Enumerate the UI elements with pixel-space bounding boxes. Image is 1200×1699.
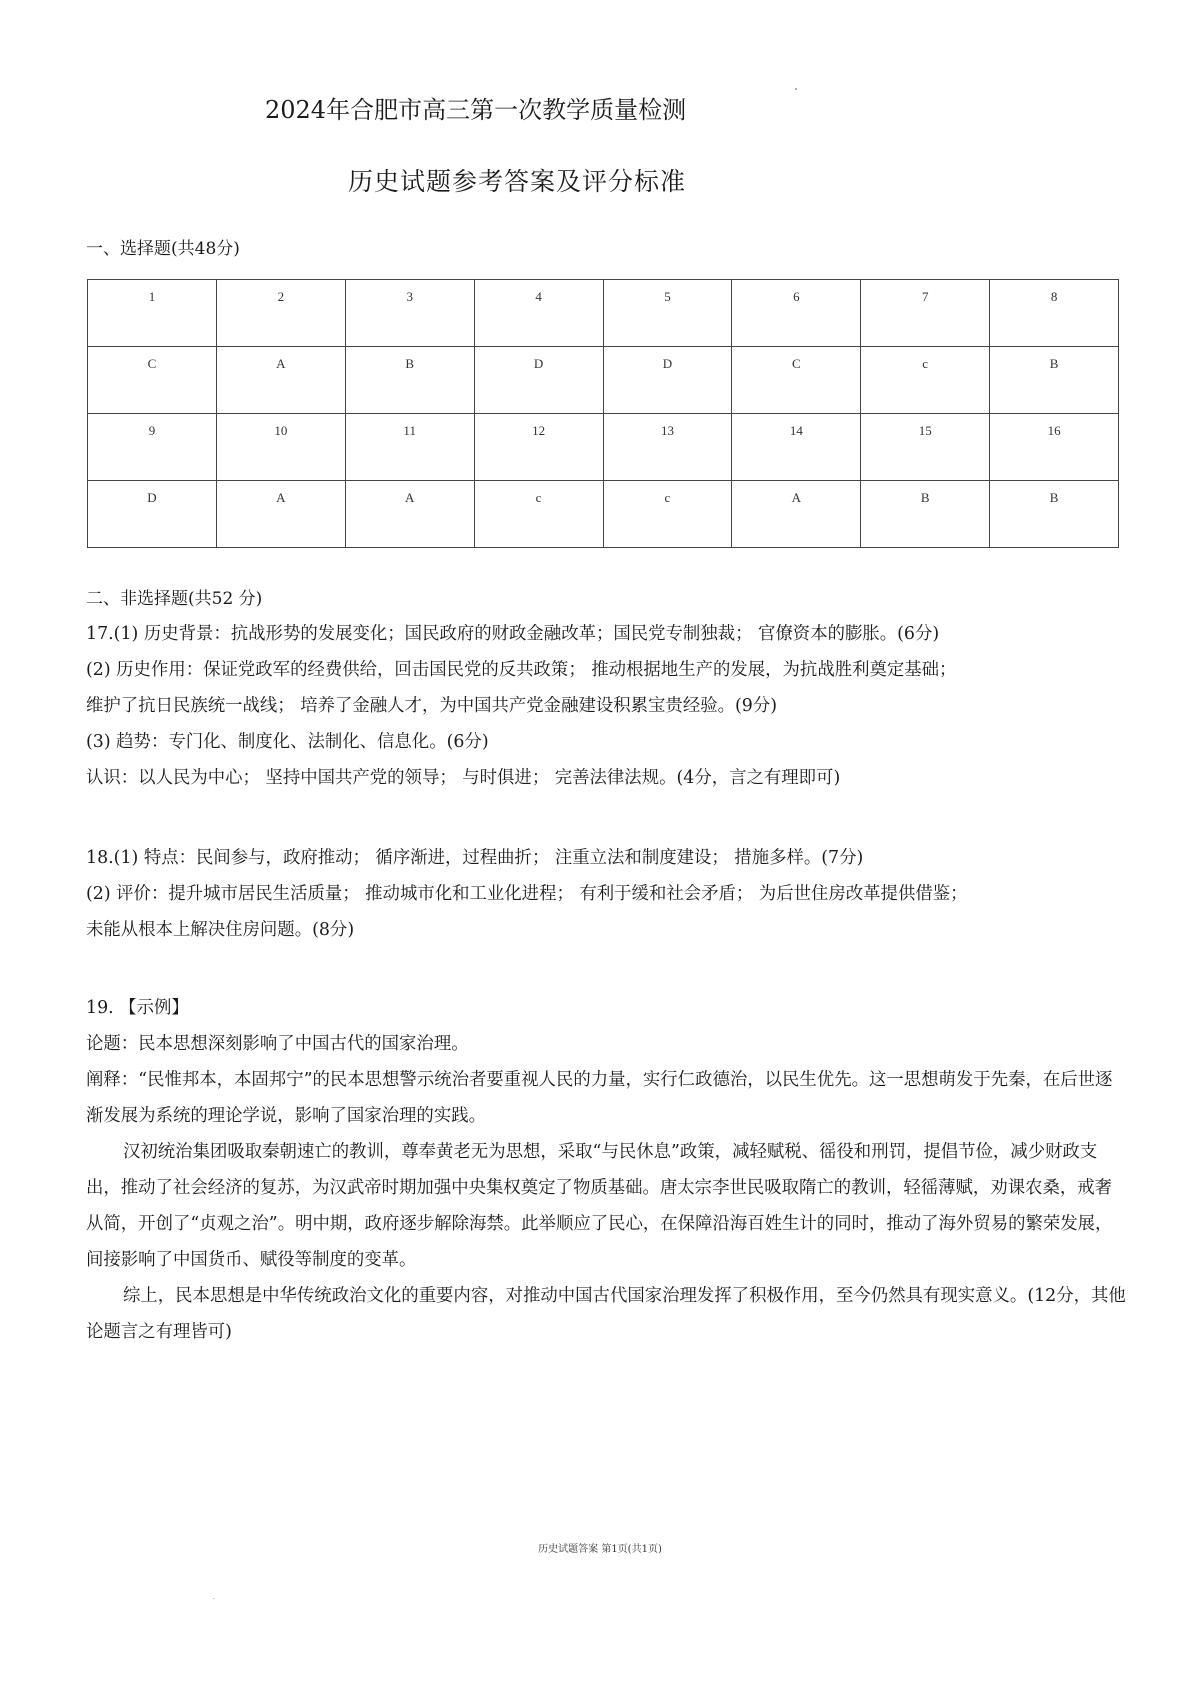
answer-cell: D <box>88 481 217 548</box>
answer-cell: D <box>603 347 732 414</box>
answer-cell: C <box>88 347 217 414</box>
table-row <box>88 347 1119 414</box>
table-row <box>88 280 1119 347</box>
question-number-cell: 11 <box>345 414 474 481</box>
answer-cell: A <box>732 481 861 548</box>
question-number-cell: 14 <box>732 414 861 481</box>
table-row <box>88 414 1119 481</box>
answer-cell: B <box>345 347 474 414</box>
table-row <box>88 481 1119 548</box>
page-subtitle: 历史试题参考答案及评分标准 <box>348 167 687 196</box>
q19-thesis: 论题：民本思想深刻影响了中国古代的国家治理。 <box>86 1034 469 1054</box>
q18-line-2: (2) 评价：提升城市居民生活质量； 推动城市化和工业化进程； 有利于缓和社会矛盾； 为后世住房改革提供借鉴； <box>86 884 968 904</box>
q19-heading: 19. 【示例】 <box>86 998 189 1018</box>
q19-explanation: 阐释：“民惟邦本，本固邦宁”的民本思想警示统治者要重视人民的力量，实行仁政德治，以民生优先。这一思想萌发于先秦，在后世逐渐发展为系统的理论学说，影响了国家治理的实践。 <box>86 1070 1113 1126</box>
question-number-cell: 16 <box>990 414 1119 481</box>
answer-table <box>87 279 1119 548</box>
question-number-cell: 15 <box>861 414 990 481</box>
answer-cell: B <box>990 481 1119 548</box>
q19-conclusion: 综上，民本思想是中华传统政治文化的重要内容，对推动中国古代国家治理发挥了积极作用，至今仍然具有现实意义。(12分，其他论题言之有理皆可) <box>86 1286 1126 1342</box>
question-number-cell: 1 <box>88 280 217 347</box>
answer-cell: c <box>603 481 732 548</box>
question-number-cell: 13 <box>603 414 732 481</box>
question-number-cell: 9 <box>88 414 217 481</box>
answer-cell: B <box>990 347 1119 414</box>
question-number-cell: 10 <box>216 414 345 481</box>
section-heading-choice: 一、选择题(共48分) <box>86 239 240 259</box>
answer-cell: c <box>474 481 603 548</box>
q19-body-paragraph: 汉初统治集团吸取秦朝速亡的教训，尊奉黄老无为思想，采取“与民休息”政策，减轻赋税、徭役和刑罚，提倡节俭，减少财政支出，推动了社会经济的复苏，为汉武帝时期加强中央集权奠定了物质基础。唐太宗李世民吸取隋亡的教训，轻徭薄赋，劝课农桑，戒奢从简，开创了“贞观之治”。明中期，政府逐步解除海禁。此举顺应了民心，在保障沿海百姓生计的同时，推动了海外贸易的繁荣发展，间接影响了中国货币、赋役等制度的变革。 <box>86 1142 1113 1270</box>
answer-cell: B <box>861 481 990 548</box>
question-number-cell: 7 <box>861 280 990 347</box>
question-number-cell: 4 <box>474 280 603 347</box>
q17-line-2: (2) 历史作用：保证党政军的经费供给，回击国民党的反共政策； 推动根据地生产的发展，为抗战胜利奠定基础； <box>86 660 957 680</box>
answer-cell: A <box>345 481 474 548</box>
q17-line-3: 维护了抗日民族统一战线； 培养了金融人才，为中国共产党金融建设积累宝贵经验。(9分) <box>86 696 778 716</box>
page-footer: 历史试题答案 第1页(共1页) <box>538 1544 662 1555</box>
q18-line-1: 18.(1) 特点：民间参与，政府推动； 循序渐进，过程曲折； 注重立法和制度建设； 措施多样。(7分) <box>86 848 864 868</box>
q17-line-1: 17.(1) 历史背景：抗战形势的发展变化；国民政府的财政金融改革；国民党专制独裁； 官僚资本的膨胀。(6分) <box>86 624 940 644</box>
question-number-cell: 12 <box>474 414 603 481</box>
question-number-cell: 8 <box>990 280 1119 347</box>
answer-cell: c <box>861 347 990 414</box>
answer-cell: C <box>732 347 861 414</box>
scan-speck <box>213 1598 214 1599</box>
question-number-cell: 2 <box>216 280 345 347</box>
scan-speck <box>795 88 797 90</box>
page-title: 2024年合肥市高三第一次教学质量检测 <box>265 96 687 124</box>
answer-cell: A <box>216 481 345 548</box>
section-heading-essay: 二、非选择题(共52 分) <box>86 589 263 609</box>
q17-line-4: (3) 趋势：专门化、制度化、法制化、信息化。(6分) <box>86 732 489 752</box>
q17-line-5: 认识：以人民为中心； 坚持中国共产党的领导； 与时俱进； 完善法律法规。(4分，言之有理即可) <box>86 768 841 788</box>
answer-cell: A <box>216 347 345 414</box>
question-number-cell: 3 <box>345 280 474 347</box>
q18-line-3: 未能从根本上解决住房问题。(8分) <box>86 920 355 940</box>
question-number-cell: 5 <box>603 280 732 347</box>
answer-cell: D <box>474 347 603 414</box>
question-number-cell: 6 <box>732 280 861 347</box>
